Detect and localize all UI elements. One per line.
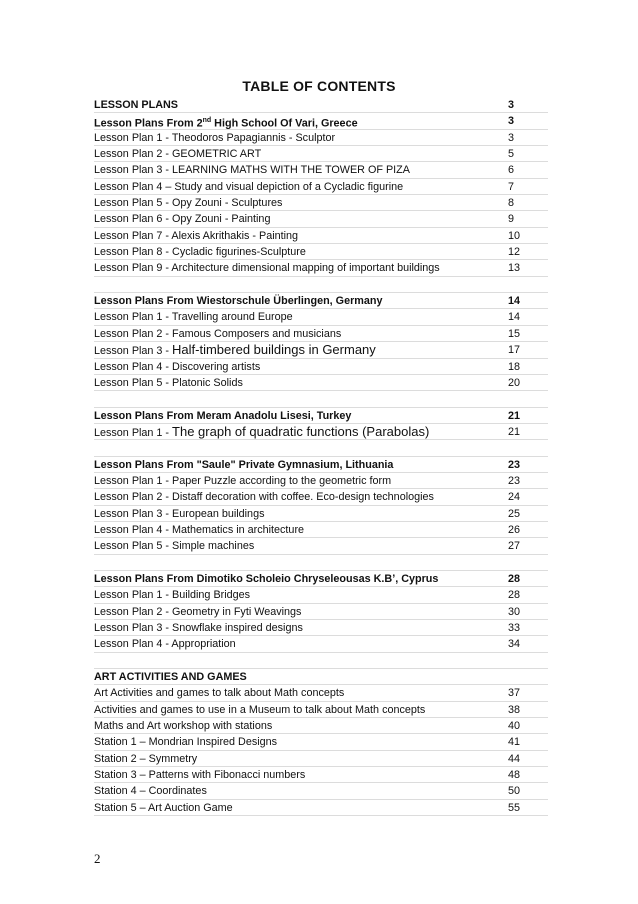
- toc-entry-label: Lesson Plan 5 - Opy Zouni - Sculptures: [94, 197, 283, 210]
- toc-entry-label: Maths and Art workshop with stations: [94, 720, 273, 733]
- toc-entry-page: 10: [508, 229, 521, 242]
- toc-entry-label: Lesson Plan 1 - Paper Puzzle according to the geometric form: [94, 474, 392, 487]
- toc-entry[interactable]: [94, 130, 548, 146]
- toc-entry-page: 23: [508, 474, 521, 487]
- toc-entry-page: 6: [508, 164, 515, 177]
- toc-entry[interactable]: [94, 522, 548, 538]
- toc-entry-label: Lesson Plan 4 - Discovering artists: [94, 360, 261, 373]
- toc-entry[interactable]: [94, 424, 548, 440]
- page-number: 2: [94, 851, 101, 866]
- toc-entry-page: 18: [508, 360, 521, 373]
- toc-entry-page: [506, 669, 548, 684]
- toc-entry-label: Lesson Plan 4 - Appropriation: [94, 638, 236, 651]
- toc-entry-label: Lesson Plan 7 - Alexis Akrithakis - Painting: [94, 229, 299, 242]
- toc-entry-label: Lesson Plans From Meram Anadolu Lisesi, Turkey: [94, 409, 352, 422]
- toc-entry[interactable]: [94, 326, 548, 342]
- toc-entry-page: 14: [508, 311, 521, 324]
- toc-entry-page: 41: [508, 736, 521, 749]
- toc-entry[interactable]: [94, 636, 548, 652]
- toc-entry[interactable]: [94, 228, 548, 244]
- toc-section-heading[interactable]: [94, 571, 548, 587]
- toc-entry-label: Station 5 – Art Auction Game: [94, 801, 233, 814]
- toc-entry-label: Lesson Plans From 2nd High School Of Vari, Greece: [94, 117, 358, 129]
- toc-entry-page: [506, 653, 548, 668]
- toc-entry-page: 28: [508, 589, 521, 602]
- toc-entry-page: [506, 277, 548, 292]
- toc-entry[interactable]: [94, 146, 548, 162]
- toc-entry[interactable]: [94, 244, 548, 260]
- toc-entry-label: Lesson Plan 2 - Geometry in Fyti Weavings: [94, 605, 302, 618]
- toc-entry-label: Activities and games to use in a Museum to talk about Math concepts: [94, 703, 426, 716]
- toc-entry[interactable]: [94, 506, 548, 522]
- toc-entry-page: [506, 555, 548, 570]
- toc-entry-label: Lesson Plans From Dimotiko Scholeio Chryseleousas K.B’, Cyprus: [94, 572, 439, 585]
- toc-entry-page: 3: [508, 99, 515, 111]
- toc-entry-page: 48: [508, 769, 521, 782]
- toc-entry-label: Lesson Plan 8 - Cycladic figurines-Sculpture: [94, 246, 306, 259]
- toc-entry-page: [506, 391, 548, 406]
- toc-entry-label: Station 4 – Coordinates: [94, 785, 207, 798]
- toc-entry[interactable]: [94, 211, 548, 227]
- toc-entry-label: Lesson Plan 5 - Platonic Solids: [94, 376, 243, 389]
- toc-entry-page: 13: [508, 262, 521, 275]
- toc-entry-page: 3: [508, 115, 515, 128]
- toc-entry-page: 25: [508, 507, 521, 520]
- toc-entry-label: ART ACTIVITIES AND GAMES: [94, 671, 247, 684]
- toc-entry-page: 21: [508, 425, 521, 438]
- toc-entry-page: 37: [508, 687, 521, 700]
- toc-entry-page: 24: [508, 491, 521, 504]
- toc-entry-label: [94, 555, 506, 570]
- toc-entry-page: 26: [508, 523, 521, 536]
- toc-entry-page: 30: [508, 605, 521, 618]
- toc-entry-page: 20: [508, 376, 521, 389]
- toc-entry-label: Station 3 – Patterns with Fibonacci numbers: [94, 769, 306, 782]
- toc-spacer-row: [94, 277, 548, 293]
- toc-entry[interactable]: [94, 783, 548, 799]
- toc-entry[interactable]: [94, 702, 548, 718]
- toc-entry[interactable]: [94, 473, 548, 489]
- toc-entry-page: 28: [508, 572, 521, 585]
- toc-entry-label: Lesson Plan 1 - Building Bridges: [94, 589, 251, 602]
- toc-entry-page: 21: [508, 409, 521, 422]
- toc-entry-page: 50: [508, 785, 521, 798]
- toc-spacer-row: [94, 440, 548, 456]
- toc-entry-page: 34: [508, 638, 521, 651]
- toc-spacer-row: [94, 555, 548, 571]
- toc-entry-label: [94, 440, 506, 455]
- toc-entry-label: Lesson Plan 2 - Famous Composers and musicians: [94, 327, 342, 340]
- toc-section-heading[interactable]: [94, 293, 548, 309]
- toc-entry[interactable]: [94, 195, 548, 211]
- toc-entry-label: Lesson Plan 9 - Architecture dimensional mapping of important buildings: [94, 262, 440, 275]
- toc-title: TABLE OF CONTENTS: [242, 78, 396, 94]
- toc-entry-label: Lesson Plans From Wiestorschule Überlingen, Germany: [94, 295, 383, 308]
- toc-entry-page: 9: [508, 213, 515, 226]
- toc-entry-label: Lesson Plan 5 - Simple machines: [94, 540, 255, 553]
- toc-entry[interactable]: [94, 587, 548, 603]
- toc-entry[interactable]: [94, 767, 548, 783]
- toc-section-heading[interactable]: [94, 457, 548, 473]
- toc-section-heading[interactable]: [94, 408, 548, 424]
- toc-table: [94, 97, 548, 816]
- toc-entry-page: 38: [508, 703, 521, 716]
- toc-entry[interactable]: [94, 375, 548, 391]
- toc-entry-label: Lesson Plan 3 - European buildings: [94, 507, 265, 520]
- toc-entry-page: 7: [508, 180, 515, 193]
- toc-entry-label: Lesson Plan 1 - Theodoros Papagiannis - Sculptor: [94, 131, 336, 144]
- toc-entry[interactable]: [94, 309, 548, 325]
- toc-section-heading[interactable]: [94, 669, 548, 685]
- toc-entry-page: 14: [508, 295, 521, 308]
- toc-entry[interactable]: [94, 260, 548, 276]
- toc-entry-label: Station 1 – Mondrian Inspired Designs: [94, 736, 278, 749]
- toc-entry[interactable]: [94, 685, 548, 701]
- toc-entry-label: LESSON PLANS: [94, 99, 178, 111]
- toc-entry[interactable]: [94, 342, 548, 358]
- toc-entry[interactable]: [94, 718, 548, 734]
- toc-spacer-row: [94, 391, 548, 407]
- toc-entry-label: Lesson Plan 3 - Half-timbered buildings in Germany: [94, 342, 376, 358]
- toc-entry-page: 8: [508, 197, 515, 210]
- toc-entry-label: [94, 391, 506, 406]
- toc-entry-label: Lesson Plan 1 - The graph of quadratic functions (Parabolas): [94, 423, 430, 439]
- toc-entry-label: Lesson Plan 3 - LEARNING MATHS WITH THE TOWER OF PIZA: [94, 164, 410, 177]
- toc-entry[interactable]: [94, 734, 548, 750]
- toc-entry-page: 12: [508, 246, 521, 259]
- toc-entry-page: 27: [508, 540, 521, 553]
- toc-entry-page: 44: [508, 752, 521, 765]
- toc-entry-label: Art Activities and games to talk about Math concepts: [94, 687, 345, 700]
- toc-entry-page: 40: [508, 720, 521, 733]
- toc-entry-label: Lesson Plan 4 – Study and visual depiction of a Cycladic figurine: [94, 180, 404, 193]
- toc-entry[interactable]: [94, 162, 548, 178]
- toc-entry[interactable]: [94, 179, 548, 195]
- toc-entry-label: [94, 277, 506, 292]
- toc-entry[interactable]: [94, 538, 548, 554]
- toc-entry-label: Station 2 – Symmetry: [94, 752, 198, 765]
- toc-entry[interactable]: [94, 620, 548, 636]
- toc-section-heading[interactable]: [94, 113, 548, 129]
- toc-entry-label: Lesson Plans From "Saule" Private Gymnasium, Lithuania: [94, 458, 394, 471]
- toc-spacer-row: [94, 653, 548, 669]
- toc-entry[interactable]: [94, 359, 548, 375]
- toc-entry-page: 15: [508, 327, 521, 340]
- toc-entry-page: 3: [508, 131, 515, 144]
- toc-entry-label: Lesson Plan 3 - Snowflake inspired designs: [94, 622, 303, 634]
- toc-entry-page: 17: [508, 344, 521, 357]
- toc-entry-page: 23: [508, 458, 521, 471]
- toc-entry[interactable]: [94, 800, 548, 816]
- toc-entry[interactable]: [94, 604, 548, 620]
- toc-entry-label: Lesson Plan 2 - Distaff decoration with coffee. Eco-design technologies: [94, 491, 434, 504]
- toc-entry-page: 33: [508, 622, 521, 634]
- toc-entry[interactable]: [94, 489, 548, 505]
- toc-entry-page: 55: [508, 801, 521, 814]
- toc-entry-label: Lesson Plan 1 - Travelling around Europe: [94, 311, 293, 324]
- toc-entry-label: Lesson Plan 2 - GEOMETRIC ART: [94, 148, 262, 161]
- toc-entry-page: 5: [508, 148, 515, 161]
- toc-entry-label: Lesson Plan 4 - Mathematics in architecture: [94, 523, 305, 536]
- toc-entry-page: [506, 440, 548, 455]
- toc-entry-label: [94, 653, 506, 668]
- toc-entry-label: Lesson Plan 6 - Opy Zouni - Painting: [94, 213, 271, 226]
- toc-entry[interactable]: [94, 751, 548, 767]
- toc-section-heading[interactable]: [94, 97, 548, 113]
